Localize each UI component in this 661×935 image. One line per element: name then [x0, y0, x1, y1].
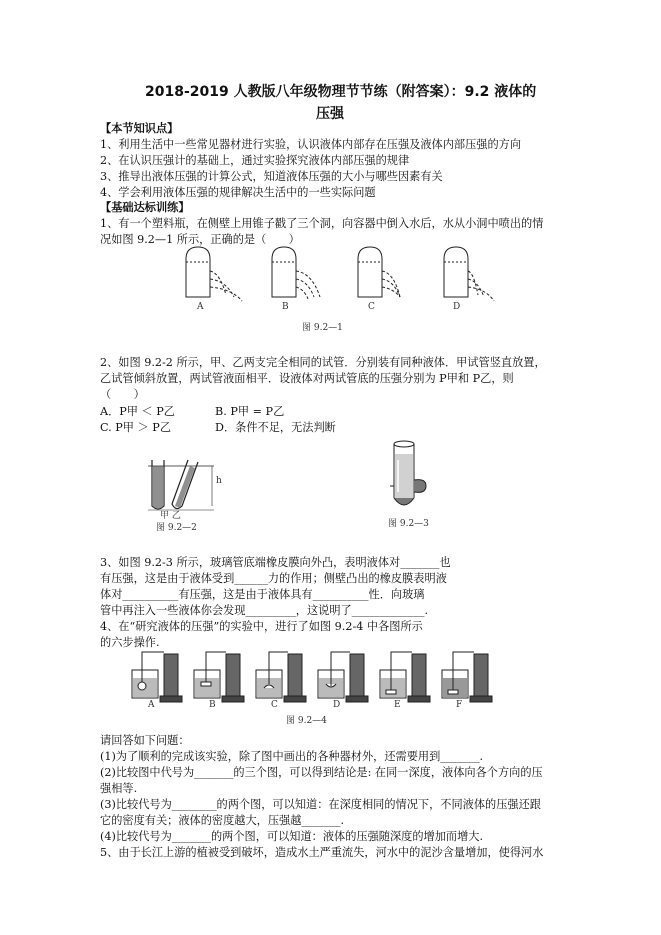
page-title-line1: 2018-2019 人教版八年级物理节节练（附答案）：9.2 液体的 — [145, 84, 537, 100]
question-2-option-d: D．条件不足，无法判断 — [215, 421, 336, 434]
question-4-line1: 4、在“研究液体的压强”的实验中，进行了如图 9.2-4 中各图所示 — [100, 620, 423, 633]
vertical-tube — [152, 460, 164, 509]
figure-9-2-3 — [382, 440, 442, 520]
bottle-a — [186, 247, 242, 301]
question-2-line3: （ ） — [100, 388, 145, 401]
knowledge-item: 2、在认识压强计的基础上，通过实验探究液体内部压强的规律 — [100, 154, 410, 167]
question-4-sub2-line2: 强相等. — [100, 782, 138, 795]
setup-f — [442, 652, 492, 702]
knowledge-item: 3、推导出液体压强的计算公式，知道液体压强的大小与哪些因素有关 — [100, 170, 443, 183]
question-1-line1: 1、有一个塑料瓶，在侧壁上用锥子戳了三个洞，向容器中倒入水后，水从小洞中喷出的情 — [100, 217, 544, 230]
figure-9-2-4 — [130, 648, 500, 706]
setup-c — [256, 652, 306, 702]
bottle-b — [272, 247, 320, 299]
question-2-option-b: B. P甲 = P乙 — [215, 405, 285, 418]
figure-9-2-4-label-b: B — [209, 700, 216, 710]
question-4-sub2-line1: (2)比较图中代号为_______的三个图，可以得到结论是: 在同一深度，液体向各个方向的压 — [100, 766, 543, 779]
question-1-line2: 况如图 9.2—1 所示，正确的是（ ） — [100, 233, 300, 246]
setup-b — [194, 652, 244, 702]
knowledge-item: 4、学会利用液体压强的规律解决生活中的一些实际问题 — [100, 186, 376, 199]
setup-e — [380, 652, 430, 702]
question-4-sub3-line2: 它的密度有关；液体的密度越大，压强越_______. — [100, 814, 345, 827]
basic-training-heading: 【基础达标训练】 — [100, 200, 190, 214]
bottle-d — [444, 247, 494, 301]
figure-9-2-1-caption: 图 9.2—1 — [302, 323, 343, 333]
question-4-line2: 的六步操作. — [100, 636, 160, 649]
figure-9-2-3-caption: 图 9.2—3 — [388, 519, 429, 529]
question-4-sub1: (1)为了顺利的完成该实验，除了图中画出的各种器材外，还需要用到_______. — [100, 750, 483, 763]
question-3-line2: 有压强，这是由于液体受到______力的作用；侧壁凸出的橡皮膜表明液 — [100, 572, 447, 585]
question-4-sub4: (4)比较代号为_______的两个图，可以知道：液体的压强随深度的增加而增大. — [100, 830, 483, 843]
figure-9-2-1 — [180, 245, 480, 317]
figure-9-2-4-label-f: F — [456, 700, 463, 710]
question-2-line1: 2、如图 9.2-2 所示，甲、乙两支完全相同的试管．分别装有同种液体．甲试管竖直放置， — [100, 356, 546, 369]
setup-a — [132, 652, 182, 702]
question-5-line1: 5、由于长江上游的植被受到破坏，造成水土严重流失，河水中的泥沙含量增加，使得河水 — [100, 846, 544, 859]
figure-9-2-4-label-c: C — [271, 700, 278, 710]
figure-9-2-1-label-c: C — [368, 302, 375, 312]
figure-9-2-4-label-e: E — [394, 700, 401, 710]
page-title-line2: 压强 — [316, 106, 344, 122]
figure-9-2-2-caption: 图 9.2—2 — [156, 523, 197, 533]
bottle-c — [358, 247, 400, 297]
question-2-option-c: C. P甲 ＞ P乙 — [100, 421, 172, 434]
figure-9-2-1-label-a: A — [197, 302, 204, 312]
question-4-answer-intro: 请回答如下问题： — [100, 734, 190, 747]
question-4-sub3-line1: (3)比较代号为________的两个图，可以知道：在深度相同的情况下，不同液体的压强还跟 — [100, 798, 541, 811]
tilted-tube — [172, 460, 198, 509]
question-3-line3: 体对__________有压强，这是由于液体具有__________性．向玻璃 — [100, 588, 425, 601]
figure-9-2-4-label-a: A — [148, 700, 155, 710]
figure-9-2-4-label-d: D — [333, 700, 341, 710]
question-3-line1: 3、如图 9.2-3 所示，玻璃管底端橡皮膜向外凸，表明液体对_______也 — [100, 556, 451, 569]
figure-9-2-2-tube-labels: 甲 乙 — [160, 511, 181, 521]
question-2-line2: 乙试管倾斜放置，两试管液面相平．设液体对两试管底的压强分别为 P甲和 P乙，则 — [100, 372, 514, 385]
figure-9-2-1-label-b: B — [282, 302, 289, 312]
knowledge-item: 1、利用生活中一些常见器材进行实验，认识液体内部存在压强及液体内部压强的方向 — [100, 138, 522, 151]
setup-d — [318, 652, 368, 702]
figure-9-2-4-caption: 图 9.2—4 — [286, 716, 327, 726]
figure-9-2-1-label-d: D — [453, 302, 461, 312]
question-2-option-a: A．P甲 ＜ P乙 — [100, 405, 175, 418]
question-3-line4: 管中再注入一些液体你会发现_________，这说明了_____________. — [100, 604, 428, 617]
knowledge-heading: 【本节知识点】 — [100, 121, 179, 135]
figure-9-2-2-height-label: h — [216, 476, 222, 486]
